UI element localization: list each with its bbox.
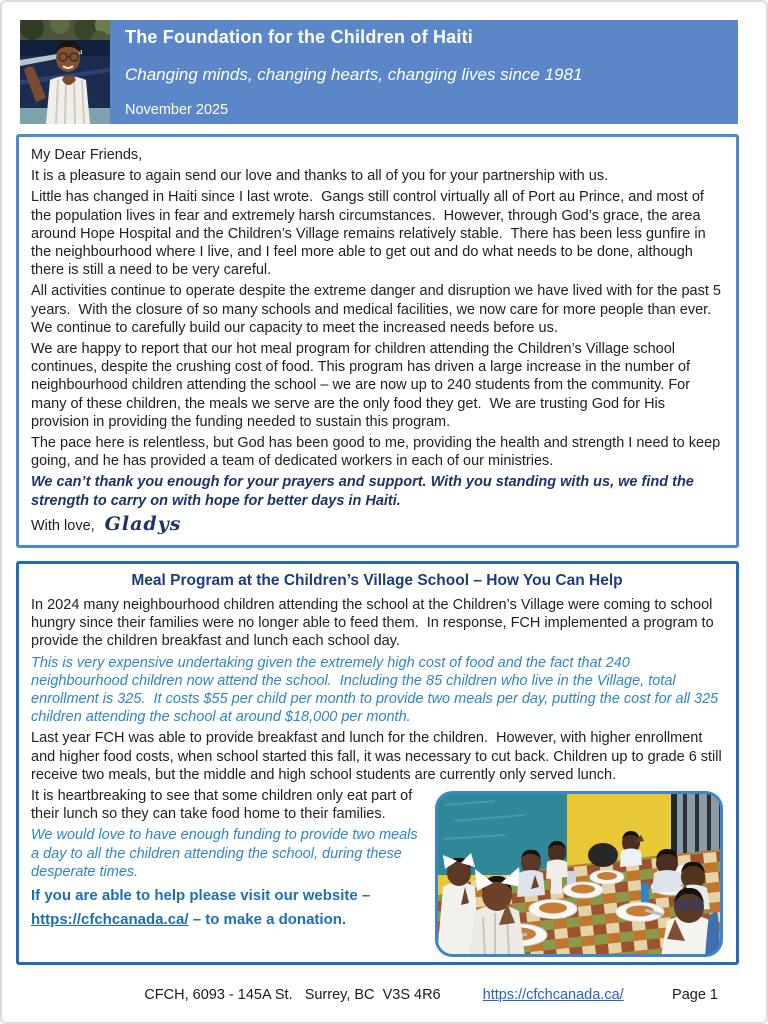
- meal-photo: [435, 791, 723, 957]
- program-intro: In 2024 many neighbourhood children attending the school at the Children’s Village were coming to school hungry since their families were no longer able to feed them. In response, FCH implemented a program to provide the children breakfast and lunch each school day.: [31, 597, 718, 650]
- page-footer: [2, 987, 766, 1007]
- letter-closing: [31, 512, 723, 535]
- program-cost-note: This is very expensive undertaking given the extremely high cost of food and the fact that 240 neighbourhood children now attend the school. Including the 85 children who live in the Village, total enrollment is 325. It costs $55 per child per month to provide two meals per day, putting the cost for all 325 children attending the school at around $18,000 per month.: [31, 654, 723, 726]
- program-cta-suffix: – to make a donation.: [188, 911, 347, 929]
- masthead-banner: [110, 20, 738, 124]
- signature: Gladys: [104, 512, 182, 535]
- newsletter-title: The Foundation for the Children of Haiti: [125, 27, 473, 47]
- program-heading: Meal Program at the Children’s Village School – How You Can Help: [131, 572, 623, 589]
- page-number: Page 1: [672, 987, 718, 1003]
- letter-paragraph: The pace here is relentless, but God has been good to me, providing the health and strength I need to keep going, and he has provided a team of dedicated workers in each of our ministries.: [31, 435, 725, 470]
- newsletter-date: November 2025: [125, 102, 229, 118]
- letter-salutation: My Dear Friends,: [31, 147, 143, 163]
- meal-program-section: [16, 561, 739, 965]
- letter-highlight: We can’t thank you enough for your prayers and support. With you standing with us, we find the strength to carry on with hope for better days in Haiti.: [31, 474, 698, 509]
- program-wish: We would love to have enough funding to provide two meals a day to all the children attending the school, during these desperate times.: [31, 827, 422, 880]
- closing-text: With love,: [31, 517, 95, 534]
- meal-photo-frame: [435, 791, 723, 957]
- footer-address: CFCH, 6093 - 145A St. Surrey, BC V3S 4R6: [144, 987, 441, 1003]
- letter-paragraph: All activities continue to operate despite the extreme danger and disruption we have lived with for the past 5 years. With the closure of so many schools and medical facilities, we now care for more people than ever. We continue to carefully build our capacity to meet the increased needs before us.: [31, 283, 725, 336]
- program-cta: If you are able to help please visit our website –: [31, 887, 371, 905]
- letter-paragraph: We are happy to report that our hot meal program for children attending the Children’s Village school continues, despite the crushing cost of food. This program has driven a large increase in the number of neighbourhood children attending the school – we are now up to 240 students from the community. For many of these children, the meals we serve are the only food they get. We are trusting God for His provision in providing the funding needed to sustain this program.: [31, 341, 695, 430]
- donation-link[interactable]: https://cfchcanada.ca/: [31, 911, 189, 929]
- masthead: [20, 20, 738, 124]
- footer-website-link[interactable]: https://cfchcanada.ca/: [482, 987, 624, 1003]
- gladys-photo: [20, 20, 110, 124]
- program-heartbreak: It is heartbreaking to see that some children only eat part of their lunch so they can take food home to their families.: [31, 788, 417, 823]
- program-update: Last year FCH was able to provide breakfast and lunch for the children. However, with higher enrollment and higher food costs, when school started this fall, it was necessary to cut back. Children up to grade 6 still receive two meals, but the middle and high school students are currently only served lunch.: [31, 730, 726, 783]
- letter-section: [16, 134, 739, 548]
- newsletter-tagline: Changing minds, changing hearts, changing lives since 1981: [125, 65, 583, 84]
- letter-paragraph: It is a pleasure to again send our love and thanks to all of you for your partnership with us.: [31, 168, 609, 185]
- letter-paragraph: Little has changed in Haiti since I last wrote. Gangs still control virtually all of Port au Prince, and most of the population lives in fear and extremely harsh circumstances. However, through God’s grace, the area around Hope Hospital and the Children’s Village remains relatively stable. There has been less gunfire in the neighbourhood where I live, and I feel more able to get out and do what needs to be done, although there is still a need to be very careful.: [31, 189, 710, 279]
